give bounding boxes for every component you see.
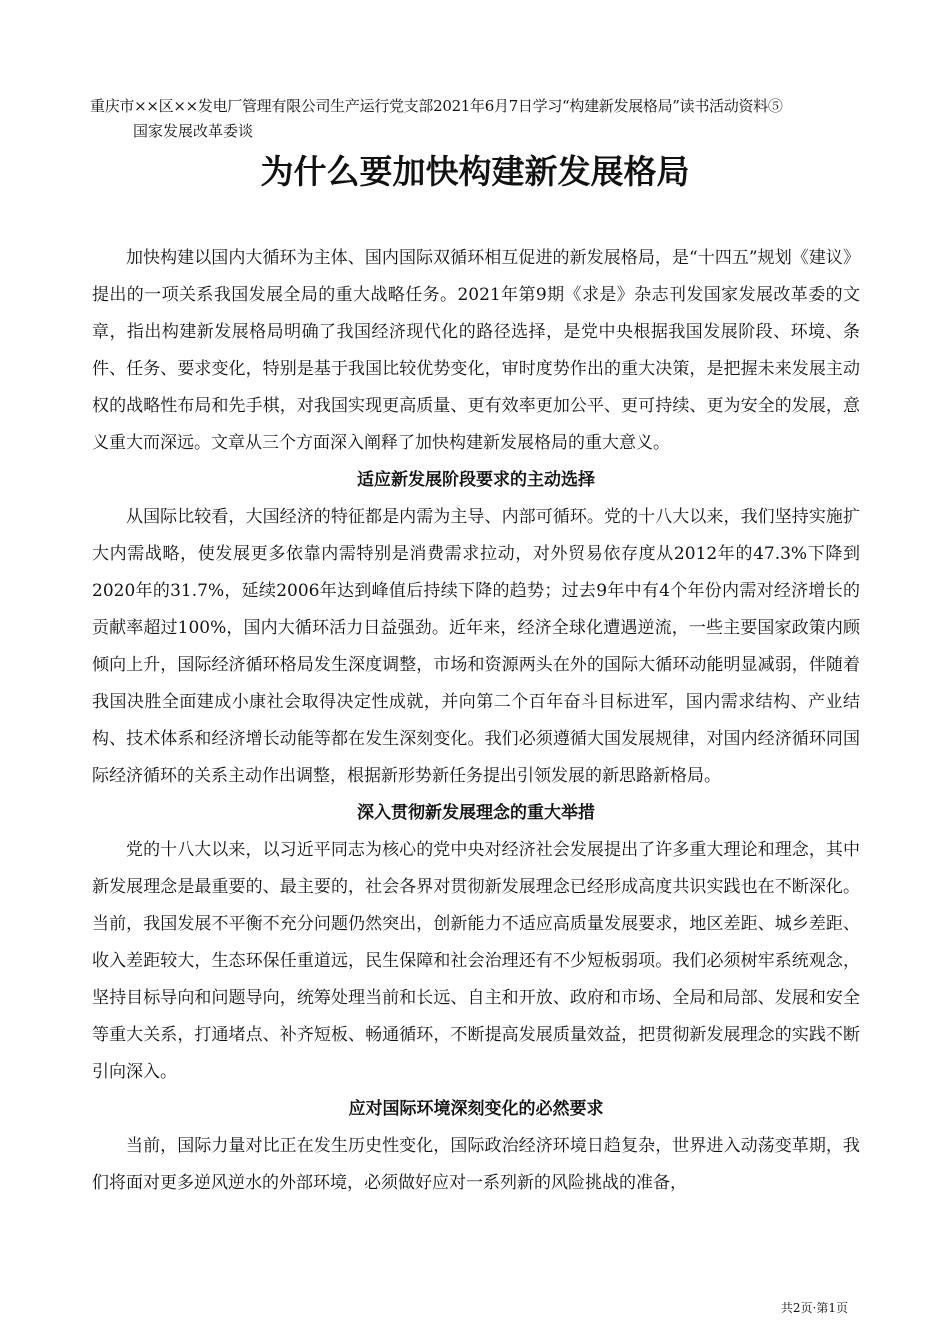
section-heading-3: 应对国际环境深刻变化的必然要求 bbox=[348, 1099, 604, 1119]
page-footer: 共2页·第1页 bbox=[780, 1301, 848, 1315]
section-heading-1: 适应新发展阶段要求的主动选择 bbox=[357, 470, 595, 490]
header-org-line: 重庆市××区××发电厂管理有限公司生产运行党支部2021年6月7日学习“构建新发展格局”读书活动资料⑤ bbox=[90, 97, 783, 115]
article-source: 国家发展改革委谈 bbox=[133, 122, 254, 140]
section-heading-2: 深入贯彻新发展理念的重大举措 bbox=[357, 803, 595, 823]
article-body bbox=[92, 240, 860, 1202]
page-title: 为什么要加快构建新发展格局 bbox=[260, 152, 690, 191]
section-paragraph-1: 从国际比较看，大国经济的特征都是内需为主导、内部可循环。党的十八大以来，我们坚持实施扩大内需战略，使发展更多依靠内需特别是消费需求拉动，对外贸易依存度从2012年的47.3%下降到2020年的31.7%，延续2006年达到峰值后持续下降的趋势；过去9年中有4个年份内需对经济增长的贡献率超过100%，国内大循环活力日益强劲。近年来，经济全球化遭遇逆流，一些主要国家政策内顾倾向上升，国际经济循环格局发生深度调整，市场和资源两头在外的国际大循环动能明显减弱，伴随着我国决胜全面建成小康社会取得决定性成就，并向第二个百年奋斗目标进军，国内需求结构、产业结构、技术体系和经济增长动能等都在发生深刻变化。我们必须遵循大国发展规律，对国内经济循环同国际经济循环的关系主动作出调整，根据新形势新任务提出引领发展的新思路新格局。 bbox=[92, 507, 860, 786]
intro-paragraph: 加快构建以国内大循环为主体、国内国际双循环相互促进的新发展格局，是“十四五”规划《建议》提出的一项关系我国发展全局的重大战略任务。2021年第9期《求是》杂志刊发国家发展改革委的文章，指出构建新发展格局明确了我国经济现代化的路径选择，是党中央根据我国发展阶段、环境、条件、任务、要求变化，特别是基于我国比较优势变化，审时度势作出的重大决策，是把握未来发展主动权的战略性布局和先手棋，对我国实现更高质量、更有效率更加公平、更可持续、更为安全的发展，意义重大而深远。文章从三个方面深入阐释了加快构建新发展格局的重大意义。 bbox=[92, 248, 860, 453]
section-paragraph-2: 党的十八大以来，以习近平同志为核心的党中央对经济社会发展提出了许多重大理论和理念，其中新发展理念是最重要的、最主要的，社会各界对贯彻新发展理念已经形成高度共识实践也在不断深化。当前，我国发展不平衡不充分问题仍然突出，创新能力不适应高质量发展要求，地区差距、城乡差距、收入差距较大，生态环保任重道远，民生保障和社会治理还有不少短板弱项。我们必须树牢系统观念，坚持目标导向和问题导向，统筹处理当前和长远、自主和开放、政府和市场、全局和局部、发展和安全等重大关系，打通堵点、补齐短板、畅通循环，不断提高发展质量效益，把贯彻新发展理念的实践不断引向深入。 bbox=[92, 840, 860, 1082]
section-paragraph-3: 当前，国际力量对比正在发生历史性变化，国际政治经济环境日趋复杂，世界进入动荡变革期，我们将面对更多逆风逆水的外部环境，必须做好应对一系列新的风险挑战的准备， bbox=[92, 1136, 860, 1193]
